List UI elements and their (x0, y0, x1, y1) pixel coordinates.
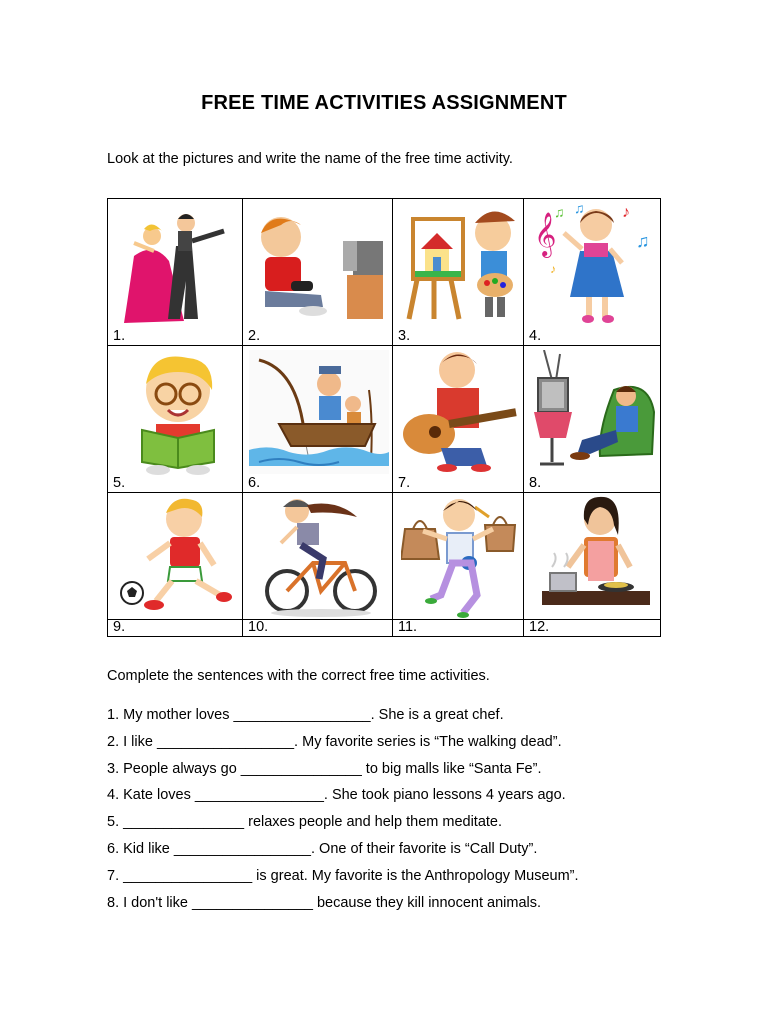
picture-number: 8. (529, 475, 542, 491)
sentence-item: 5. _______________ relaxes people and help them meditate. (107, 814, 503, 831)
sentence-list (107, 706, 579, 920)
picture-cell (523, 198, 661, 346)
instruction-sentences: Complete the sentences with the correct free time activities. (107, 668, 490, 684)
sentence-item: 4. Kate loves ________________. She took piano lessons 4 years ago. (107, 787, 566, 804)
picture-number: 3. (398, 328, 411, 344)
svg-text:♫: ♫ (574, 201, 585, 216)
picture-cell (523, 492, 661, 637)
singing-girl-icon (530, 201, 656, 325)
sentence-item: 2. I like _________________. My favorite series is “The walking dead”. (107, 733, 562, 750)
page-title: FREE TIME ACTIVITIES ASSIGNMENT (201, 92, 567, 114)
cooking-woman-icon (538, 495, 654, 619)
picture-cell (523, 345, 661, 493)
picture-number: 9. (113, 619, 126, 635)
picture-cell (107, 198, 243, 346)
svg-text:𝄞: 𝄞 (534, 212, 557, 256)
picture-number: 7. (398, 475, 411, 491)
instruction-pictures: Look at the pictures and write the name of the free time activity. (107, 151, 513, 167)
picture-cell (392, 198, 524, 346)
watching-tv-icon (530, 350, 658, 472)
cycling-girl-icon (257, 495, 383, 619)
svg-text:♪: ♪ (622, 204, 630, 221)
dancing-couple-icon (114, 201, 238, 327)
picture-cell (392, 492, 524, 637)
picture-number: 11. (398, 619, 418, 635)
svg-text:♫: ♫ (554, 204, 565, 220)
video-game-boy-icon (251, 211, 387, 323)
picture-number: 2. (248, 328, 261, 344)
picture-cell (242, 492, 393, 637)
picture-cell (392, 345, 524, 493)
row-divider (107, 492, 661, 493)
svg-text:♪: ♪ (550, 262, 556, 276)
picture-number: 5. (113, 475, 126, 491)
picture-number: 4. (529, 328, 542, 344)
sentence-item: 3. People always go _______________ to big malls like “Santa Fe”. (107, 760, 542, 777)
reading-boy-icon (128, 350, 234, 476)
row-divider (107, 619, 661, 620)
sentence-item: 7. ________________ is great. My favorite is the Anthropology Museum”. (107, 867, 579, 884)
sentence-item: 8. I don't like _______________ because they kill innocent animals. (107, 894, 542, 911)
picture-number: 10. (248, 619, 269, 635)
picture-cell (242, 198, 393, 346)
shopping-girl-icon (401, 495, 519, 619)
picture-cell (242, 345, 393, 493)
picture-number: 1. (113, 328, 126, 344)
svg-text:♫: ♫ (636, 231, 650, 251)
row-divider (107, 636, 661, 637)
sentence-item: 1. My mother loves _________________. She is a great chef. (107, 707, 504, 723)
picture-number: 12. (529, 619, 550, 635)
guitar-boy-icon (401, 348, 521, 474)
picture-cell (107, 492, 243, 637)
picture-cell (107, 345, 243, 493)
sentence-item: 6. Kid like _________________. One of their favorite is “Call Duty”. (107, 840, 538, 857)
painting-boy-icon (399, 201, 521, 323)
row-divider (107, 345, 661, 346)
picture-number: 6. (248, 475, 261, 491)
soccer-boy-icon (120, 497, 236, 617)
fishing-boat-icon (249, 350, 389, 474)
picture-grid (107, 198, 661, 637)
